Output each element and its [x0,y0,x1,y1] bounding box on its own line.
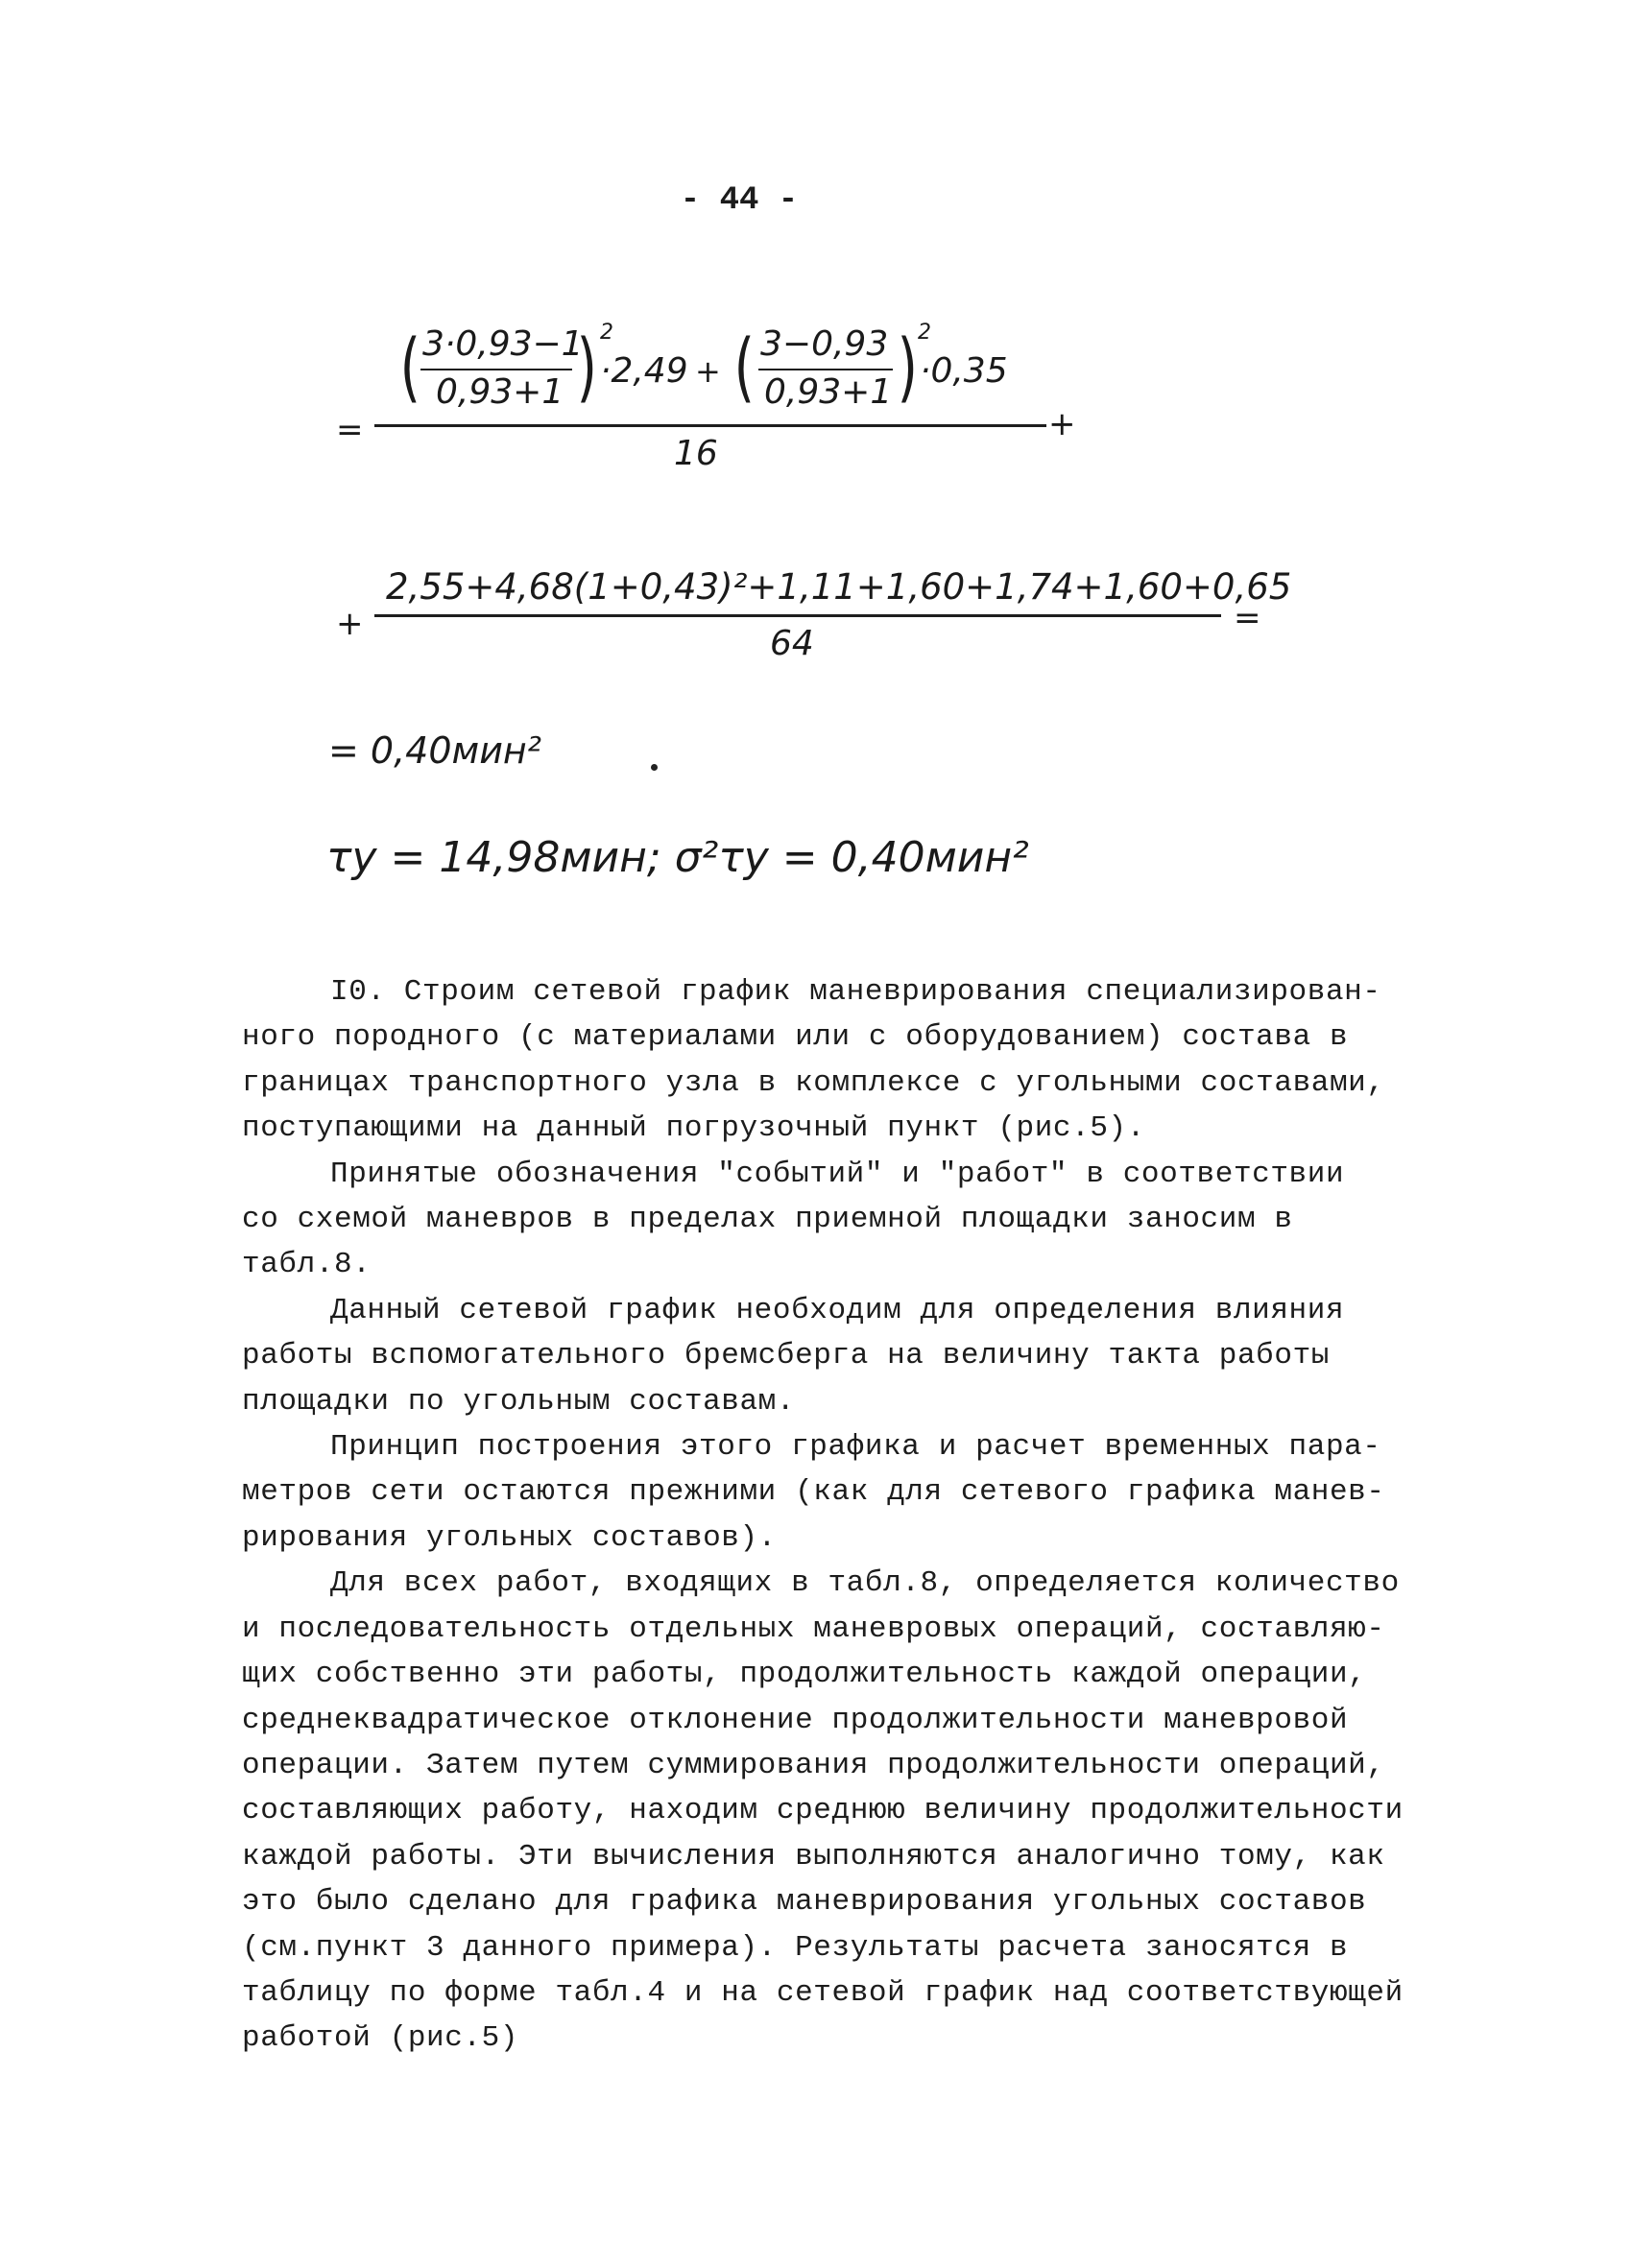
formula-1-term-a-top: 3·0,93−1 [422,324,584,364]
formula-1-paren-b-close: ) [897,324,918,411]
formula-1-term-a-bottom: 0,93+1 [436,372,564,412]
paragraph-2-line-1: Принятые обозначения "событий" и "работ" в соответствии [330,1157,1345,1191]
paragraph-5-line-7: каждой работы. Эти вычисления выполняются аналогично тому, как [242,1839,1385,1874]
formula-1-paren-a-open: ( [399,324,420,411]
formula-1-term-b-top: 3−0,93 [760,324,889,364]
paragraph-2-line-3: табл.8. [242,1248,372,1282]
formula-2-denominator: 64 [770,624,814,663]
formula-1-term-b-exp: 2 [918,321,931,345]
paragraph-4-line-3: рирования угольных составов). [242,1520,777,1555]
formula-1 [326,317,1075,489]
formula-1-denominator: 16 [674,434,718,473]
paragraph-5-line-8: это было сделано для графика маневрирования угольных составов [242,1885,1367,1920]
paragraph-5-line-2: и последовательность отдельных маневровых операций, составляю- [242,1611,1385,1646]
paragraph-5-line-4: среднеквадратическое отклонение продолжительности маневровой [242,1703,1349,1737]
formula-1-term-b-bottom: 0,93+1 [764,372,893,412]
formula-2 [326,566,1292,681]
formula-1-plus: + [695,353,721,390]
paragraph-4-line-2: метров сети остаются прежними (как для сетевого графика манев- [242,1475,1385,1510]
formula-1-term-a-bar [420,369,572,370]
stray-dot [651,764,658,771]
paragraph-1 [242,969,1442,1015]
paragraph-5-line-9: (см.пункт 3 данного примера). Результаты расчета заносятся в [242,1930,1349,1965]
paragraph-1-line-2: ного породного (с материалами или с оборудованием) состава в [242,1020,1349,1055]
formula-2-trailing-eq: = [1234,599,1261,637]
formula-1-paren-b-open: ( [733,324,755,411]
paragraph-1-line-3: границах транспортного узла в комплексе с угольными составами, [242,1065,1385,1100]
formula-3: = 0,40мин² [328,729,541,772]
paragraph-5-line-5: операции. Затем путем суммирования продолжительности операций, [242,1748,1385,1782]
formula-2-lead-plus: + [336,605,364,643]
formula-1-term-a-exp: 2 [600,321,613,345]
formula-2-numerator: 2,55+4,68(1+0,43)²+1,11+1,60+1,74+1,60+0,65 [386,566,1292,608]
formula-1-term-b-bar [758,369,893,370]
formula-4: τу = 14,98мин; σ²τу = 0,40мин² [326,833,1029,882]
paragraph-3-line-1: Данный сетевой график необходим для определения влияния [330,1293,1345,1327]
paragraph-3 [242,1288,1442,1333]
paragraph-5-line-3: щих собственно эти работы, продолжительность каждой операции, [242,1658,1367,1692]
paragraph-1-line-4: поступающими на данный погрузочный пункт (рис.5). [242,1111,1145,1146]
formula-1-trailing-plus: + [1048,405,1076,443]
paragraph-3-line-3: площадки по угольным составам. [242,1384,796,1419]
paragraph-4-line-1: Принцип построения этого графика и расчет временных пара- [330,1430,1381,1465]
formula-1-term-a-tail: ·2,49 [600,351,688,391]
paragraph-5-line-10: таблицу по форме табл.4 и на сетевой график над соответствующей [242,1975,1404,2010]
formula-1-term-b-tail: ·0,35 [920,351,1008,391]
formula-2-bar [374,614,1221,617]
paragraph-5-line-1: Для всех работ, входящих в табл.8, определяется количество [330,1566,1400,1601]
paragraph-5 [242,1561,1442,1606]
page-number: - 44 - [680,182,799,219]
paragraph-5-line-6: составляющих работу, находим среднюю величину продолжительности [242,1794,1404,1828]
formula-1-main-bar [374,424,1046,427]
paragraph-3-line-2: работы вспомогательного бремсберга на величину такта работы [242,1339,1330,1373]
paragraph-5-line-11: работой (рис.5) [242,2021,519,2056]
paragraph-2 [242,1152,1442,1197]
paragraph-2-line-2: со схемой маневров в пределах приемной площадки заносим в [242,1203,1293,1237]
paragraph-1-line-1: I0. Строим сетевой график маневрирования специализирован- [330,975,1381,1009]
formula-1-paren-a-close: ) [576,324,597,411]
body-text [242,969,1442,2062]
paragraph-4 [242,1424,1442,1469]
formula-1-eq-sign: = [336,411,364,449]
